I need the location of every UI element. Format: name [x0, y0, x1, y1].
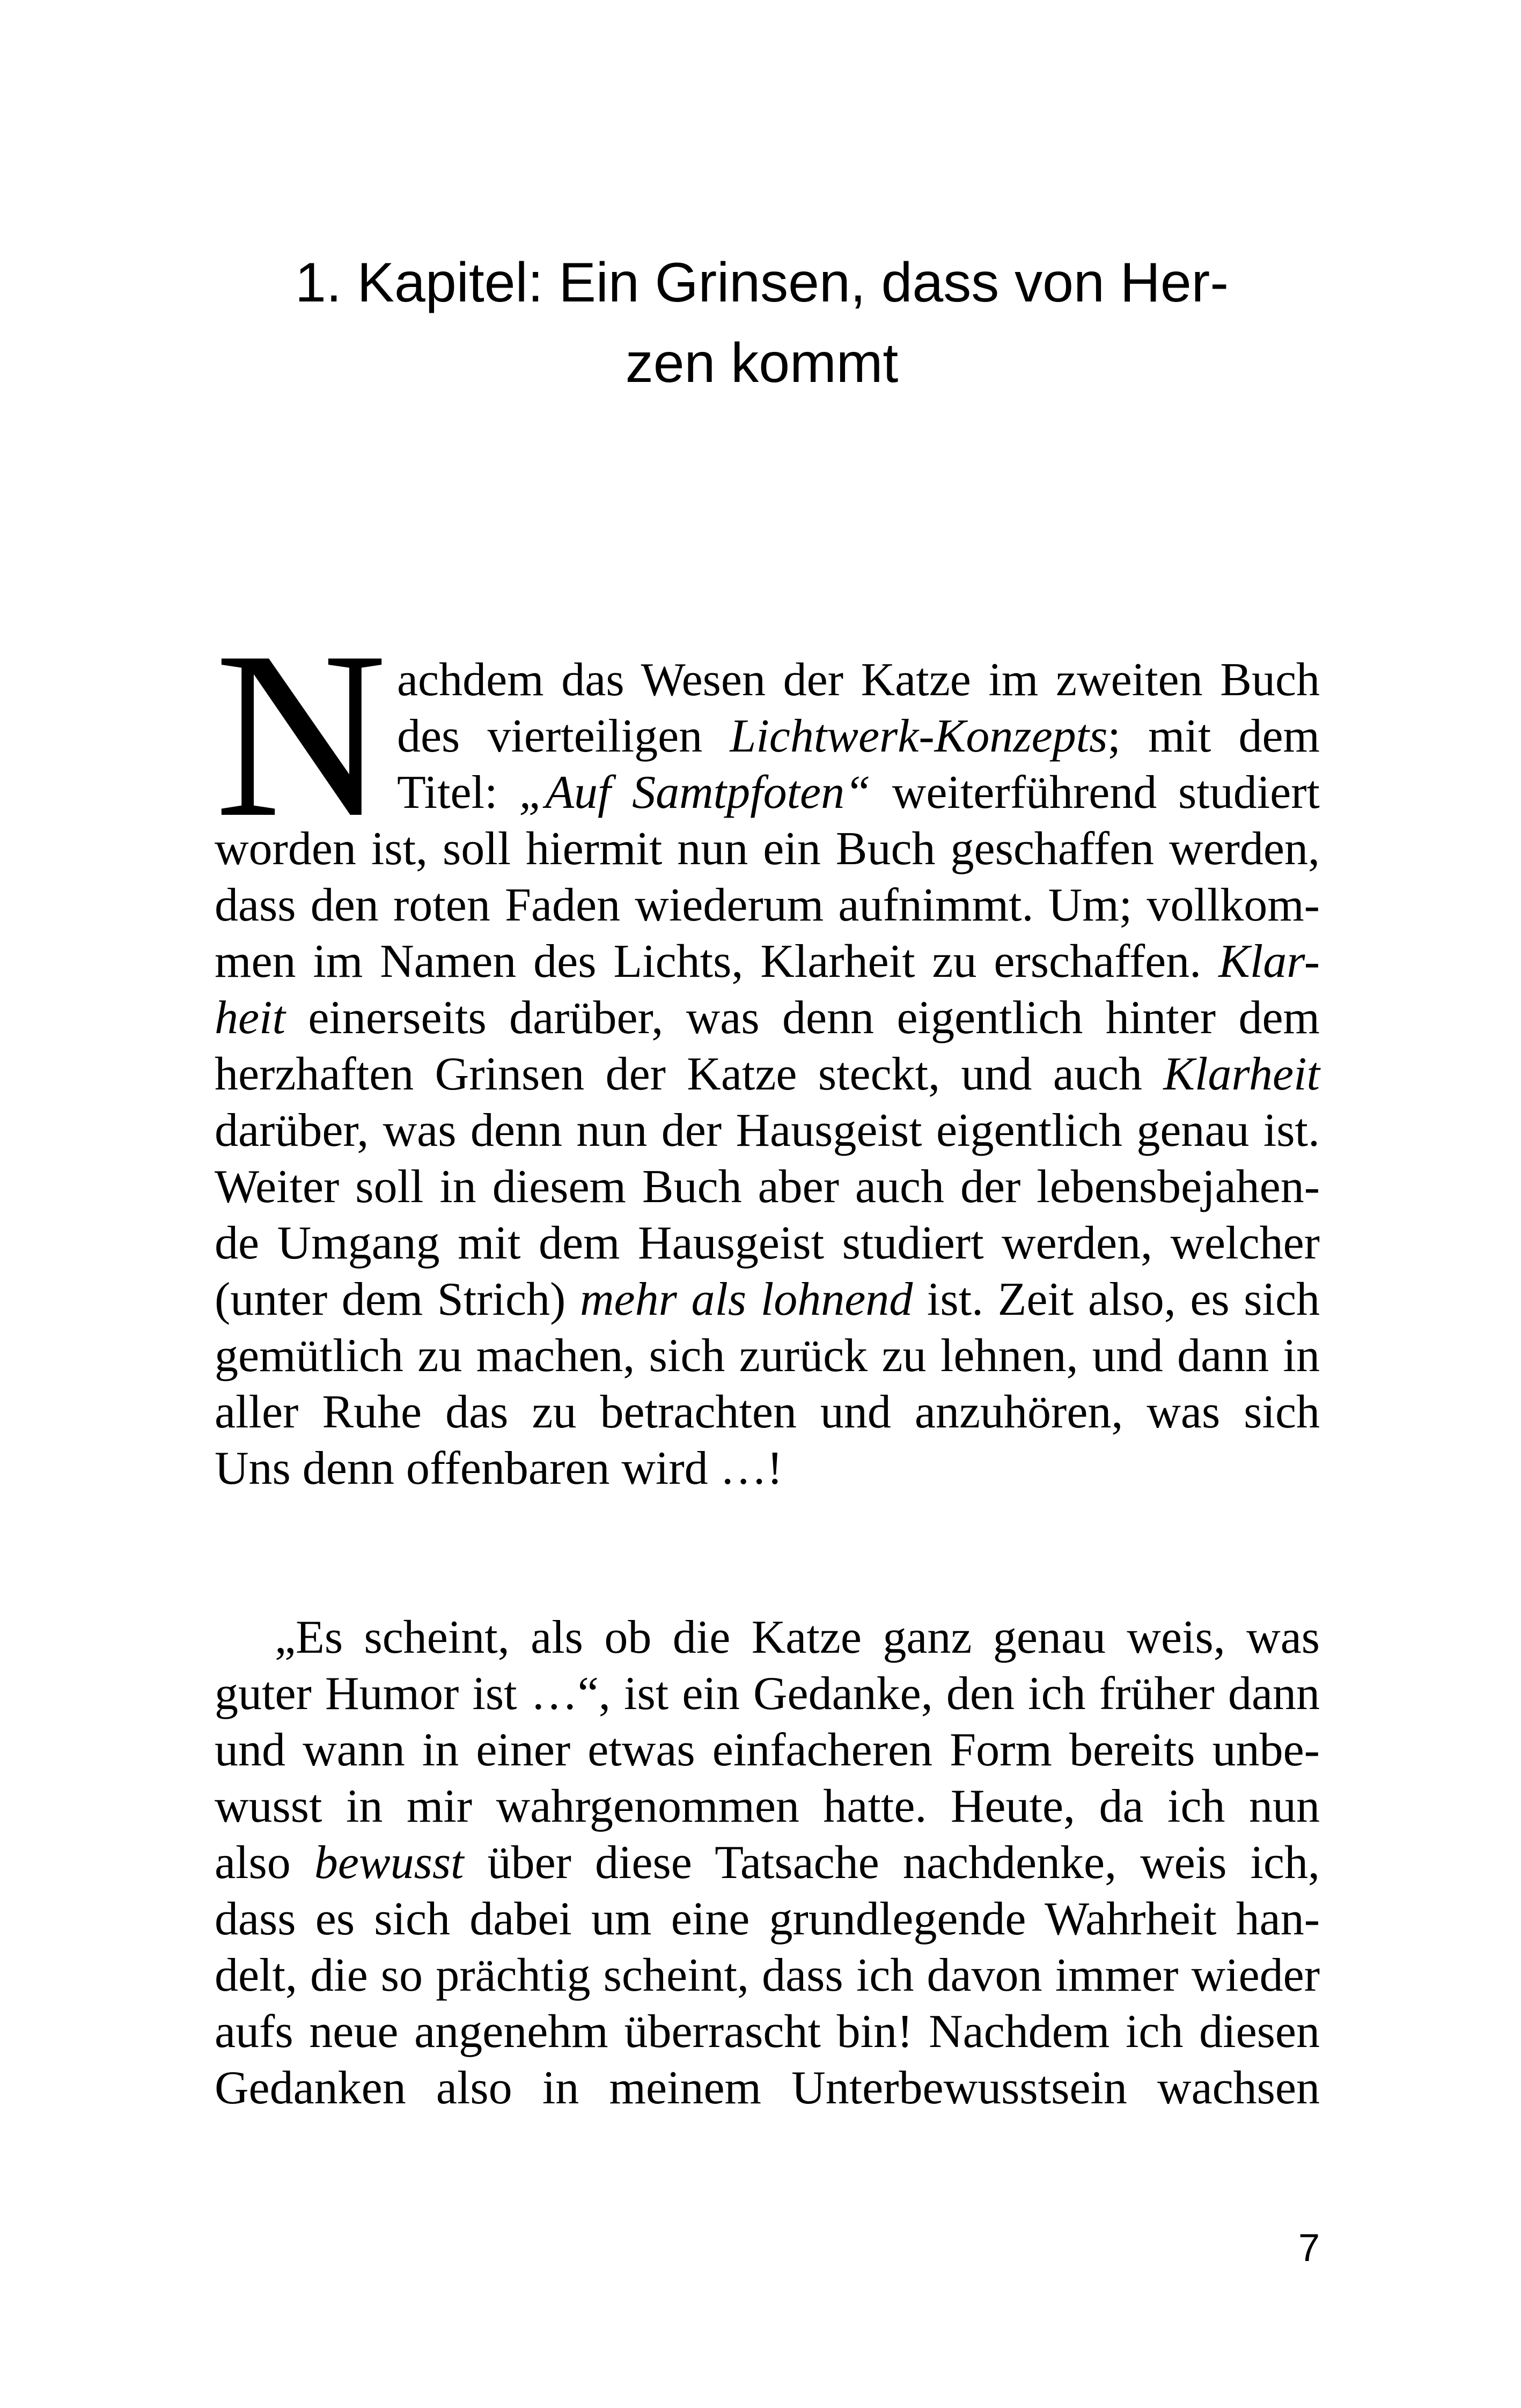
- paragraph-second: [215, 1609, 1320, 2116]
- drop-cap: N: [215, 602, 387, 867]
- text-line: Weiter soll in diesem Buch aber auch der lebensbejahen-: [215, 1161, 1320, 1213]
- emphasis: mehr als lohnend: [579, 1273, 913, 1325]
- text-line: Gedanken also in meinem Unterbewusstsein wachsen: [215, 2062, 1320, 2114]
- emphasis: heit: [215, 992, 285, 1044]
- text-line: men im Namen des Lichts, Klarheit zu erschaffen. Klar-: [215, 936, 1320, 988]
- chapter-title: [215, 242, 1309, 403]
- emphasis: Klarheit: [1163, 1048, 1320, 1100]
- text-line: de Umgang mit dem Hausgeist studiert werden, welcher: [215, 1217, 1320, 1269]
- text-line: „Es scheint, als ob die Katze ganz genau weis, was: [275, 1611, 1320, 1663]
- text-line: heit einerseits darüber, was denn eigentlich hinter dem: [215, 992, 1320, 1044]
- text-line: worden ist, soll hiermit nun ein Buch geschaffen werden,: [215, 823, 1320, 875]
- chapter-title-line-1: 1. Kapitel: Ein Grinsen, dass von Her-: [295, 252, 1229, 314]
- text-line: aller Ruhe das zu betrachten und anzuhören, was sich: [215, 1386, 1320, 1438]
- text-line: und wann in einer etwas einfacheren Form bereits unbe-: [215, 1724, 1320, 1776]
- text-line: aufs neue angenehm überrascht bin! Nachdem ich diesen: [215, 2006, 1320, 2058]
- emphasis: Klar-: [1218, 936, 1320, 988]
- text-line: (unter dem Strich) mehr als lohnend ist. Zeit also, es sich: [215, 1273, 1320, 1325]
- emphasis: Lichtwerk-Konzepts: [730, 710, 1108, 762]
- paragraph-intro: [215, 652, 1320, 1497]
- text-line: dass es sich dabei um eine grundlegende Wahrheit han-: [215, 1893, 1320, 1945]
- text-line: achdem das Wesen der Katze im zweiten Buch: [397, 654, 1320, 706]
- page-number: 7: [1298, 2227, 1320, 2270]
- text-line: gemütlich zu machen, sich zurück zu lehnen, und dann in: [215, 1330, 1320, 1382]
- text-line: Titel: „Auf Samtpfoten“ weiterführend studiert: [397, 767, 1320, 819]
- text-line: darüber, was denn nun der Hausgeist eigentlich genau ist.: [215, 1104, 1320, 1157]
- emphasis: „Auf Samtpfoten“: [519, 767, 871, 819]
- text-line: also bewusst über diese Tatsache nachdenke, weis ich,: [215, 1837, 1320, 1889]
- text-line: des vierteiligen Lichtwerk-Konzepts; mit dem: [397, 710, 1320, 762]
- text-line: delt, die so prächtig scheint, dass ich davon immer wieder: [215, 1949, 1320, 2001]
- chapter-title-line-2: zen kommt: [625, 332, 899, 394]
- text-line: Uns denn offenbaren wird …!: [215, 1442, 783, 1494]
- text-line: guter Humor ist …“, ist ein Gedanke, den ich früher dann: [215, 1668, 1320, 1720]
- emphasis: bewusst: [314, 1837, 464, 1889]
- text-line: dass den roten Faden wiederum aufnimmt. Um; vollkom-: [215, 879, 1320, 931]
- text-line: herzhaften Grinsen der Katze steckt, und auch Klarheit: [215, 1048, 1320, 1100]
- text-line: wusst in mir wahrgenommen hatte. Heute, da ich nun: [215, 1780, 1320, 1832]
